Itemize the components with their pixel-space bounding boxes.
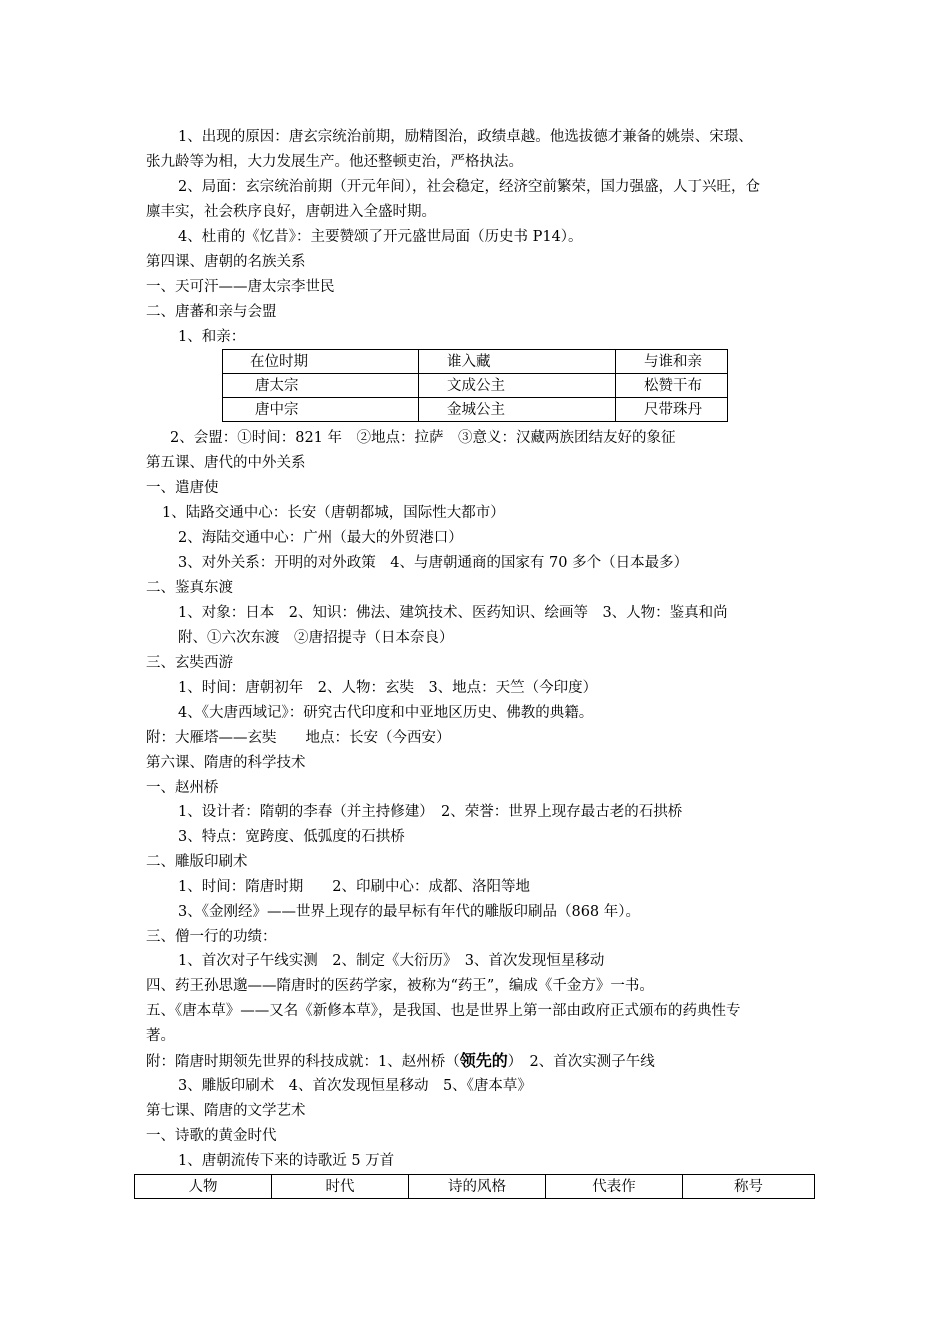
text-line: 3、对外关系：开明的对外政策 4、与唐朝通商的国家有 70 多个（日本最多） <box>178 555 689 571</box>
text-line: 1、出现的原因：唐玄宗统治前期，励精图治，政绩卓越。他选拔德才兼备的姚崇、宋璟、 <box>178 129 753 145</box>
text-line: 4、《大唐西域记》：研究古代印度和中亚地区历史、佛教的典籍。 <box>178 705 594 721</box>
emphasis-text: 领先的 <box>459 1051 508 1070</box>
heqin-table <box>222 349 728 422</box>
text-line: 1、设计者：隋朝的李春（并主持修建） 2、荣誉：世界上现存最古老的石拱桥 <box>178 804 683 820</box>
text-line: 1、首次对子午线实测 2、制定《大衍历》 3、首次发现恒星移动 <box>178 953 605 969</box>
text-line: 3、《金刚经》——世界上现存的最早标有年代的雕版印刷品（868 年）。 <box>178 904 641 920</box>
section-heading: 二、唐蕃和亲与会盟 <box>146 304 277 320</box>
table-header-cell: 时代 <box>272 1175 409 1199</box>
text-line: 3、雕版印刷术 4、首次发现恒星移动 5、《唐本草》 <box>178 1078 532 1094</box>
text-line: 1、时间：隋唐时期 2、印刷中心：成都、洛阳等地 <box>178 879 530 895</box>
lesson-heading: 第五课、唐代的中外关系 <box>146 455 306 471</box>
text-line: 1、唐朝流传下来的诗歌近 5 万首 <box>178 1153 395 1169</box>
lesson-heading: 第四课、唐朝的名族关系 <box>146 254 306 270</box>
lesson-heading: 第七课、隋唐的文学艺术 <box>146 1103 306 1119</box>
text-line: 4、杜甫的《忆昔》：主要赞颂了开元盛世局面（历史书 P14）。 <box>178 229 583 245</box>
table-cell: 唐中宗 <box>223 398 419 422</box>
poetry-table <box>134 1174 815 1199</box>
table-header-cell: 代表作 <box>546 1175 683 1199</box>
section-heading: 二、鉴真东渡 <box>146 580 233 596</box>
text-line: 1、对象：日本 2、知识：佛法、建筑技术、医药知识、绘画等 3、人物：鉴真和尚 <box>178 605 728 621</box>
table-cell: 尺带珠丹 <box>616 398 728 422</box>
text-span: ） 2、首次实测子午线 <box>507 1054 655 1070</box>
table-cell: 唐太宗 <box>223 374 419 398</box>
table-header-cell: 称号 <box>683 1175 815 1199</box>
table-cell: 金城公主 <box>419 398 616 422</box>
table-header-cell: 诗的风格 <box>409 1175 546 1199</box>
table-header-cell: 与谁和亲 <box>616 350 728 374</box>
table-header-row <box>223 350 728 374</box>
section-heading: 一、遣唐使 <box>146 480 219 496</box>
text-line <box>146 1051 655 1072</box>
section-heading: 五、《唐本草》——又名《新修本草》，是我国、也是世界上第一部由政府正式颁布的药典性专 <box>146 1003 741 1019</box>
section-heading: 三、僧一行的功绩： <box>146 929 277 945</box>
lesson-heading: 第六课、隋唐的科学技术 <box>146 755 306 771</box>
table-cell: 文成公主 <box>419 374 616 398</box>
text-line: 著。 <box>146 1028 175 1044</box>
text-span: 附：隋唐时期领先世界的科技成就：1、赵州桥（ <box>146 1054 460 1070</box>
text-line: 张九龄等为相，大力发展生产。他还整顿吏治，严格执法。 <box>146 154 523 170</box>
section-heading: 三、玄奘西游 <box>146 655 233 671</box>
table-row <box>223 398 728 422</box>
table-header-cell: 在位时期 <box>223 350 419 374</box>
section-heading: 四、药王孙思邈——隋唐时的医药学家，被称为“药王”，编成《千金方》一书。 <box>146 978 654 994</box>
text-line: 1、时间：唐朝初年 2、人物：玄奘 3、地点：天竺（今印度） <box>178 680 598 696</box>
section-heading: 一、诗歌的黄金时代 <box>146 1128 277 1144</box>
section-heading: 一、赵州桥 <box>146 780 219 796</box>
table-cell: 松赞干布 <box>616 374 728 398</box>
text-line: 附、①六次东渡 ②唐招提寺（日本奈良） <box>178 630 454 646</box>
text-line: 2、海陆交通中心：广州（最大的外贸港口） <box>178 530 463 546</box>
text-line: 廪丰实，社会秩序良好，唐朝进入全盛时期。 <box>146 204 436 220</box>
section-heading: 一、天可汗——唐太宗李世民 <box>146 279 335 295</box>
text-line: 2、局面：玄宗统治前期（开元年间），社会稳定，经济空前繁荣，国力强盛，人丁兴旺，仓 <box>178 179 760 195</box>
text-line: 3、特点：宽跨度、低弧度的石拱桥 <box>178 829 405 845</box>
table-header-cell: 人物 <box>135 1175 272 1199</box>
table-header-cell: 谁入藏 <box>419 350 616 374</box>
text-line: 附：大雁塔——玄奘 地点：长安（今西安） <box>146 730 451 746</box>
text-line: 2、会盟：①时间：821 年 ②地点：拉萨 ③意义：汉藏两族团结友好的象征 <box>170 430 676 446</box>
text-line: 1、陆路交通中心：长安（唐朝都城，国际性大都市） <box>162 505 505 521</box>
text-line: 1、和亲： <box>178 329 246 345</box>
table-header-row <box>135 1175 815 1199</box>
section-heading: 二、雕版印刷术 <box>146 854 248 870</box>
table-row <box>223 374 728 398</box>
